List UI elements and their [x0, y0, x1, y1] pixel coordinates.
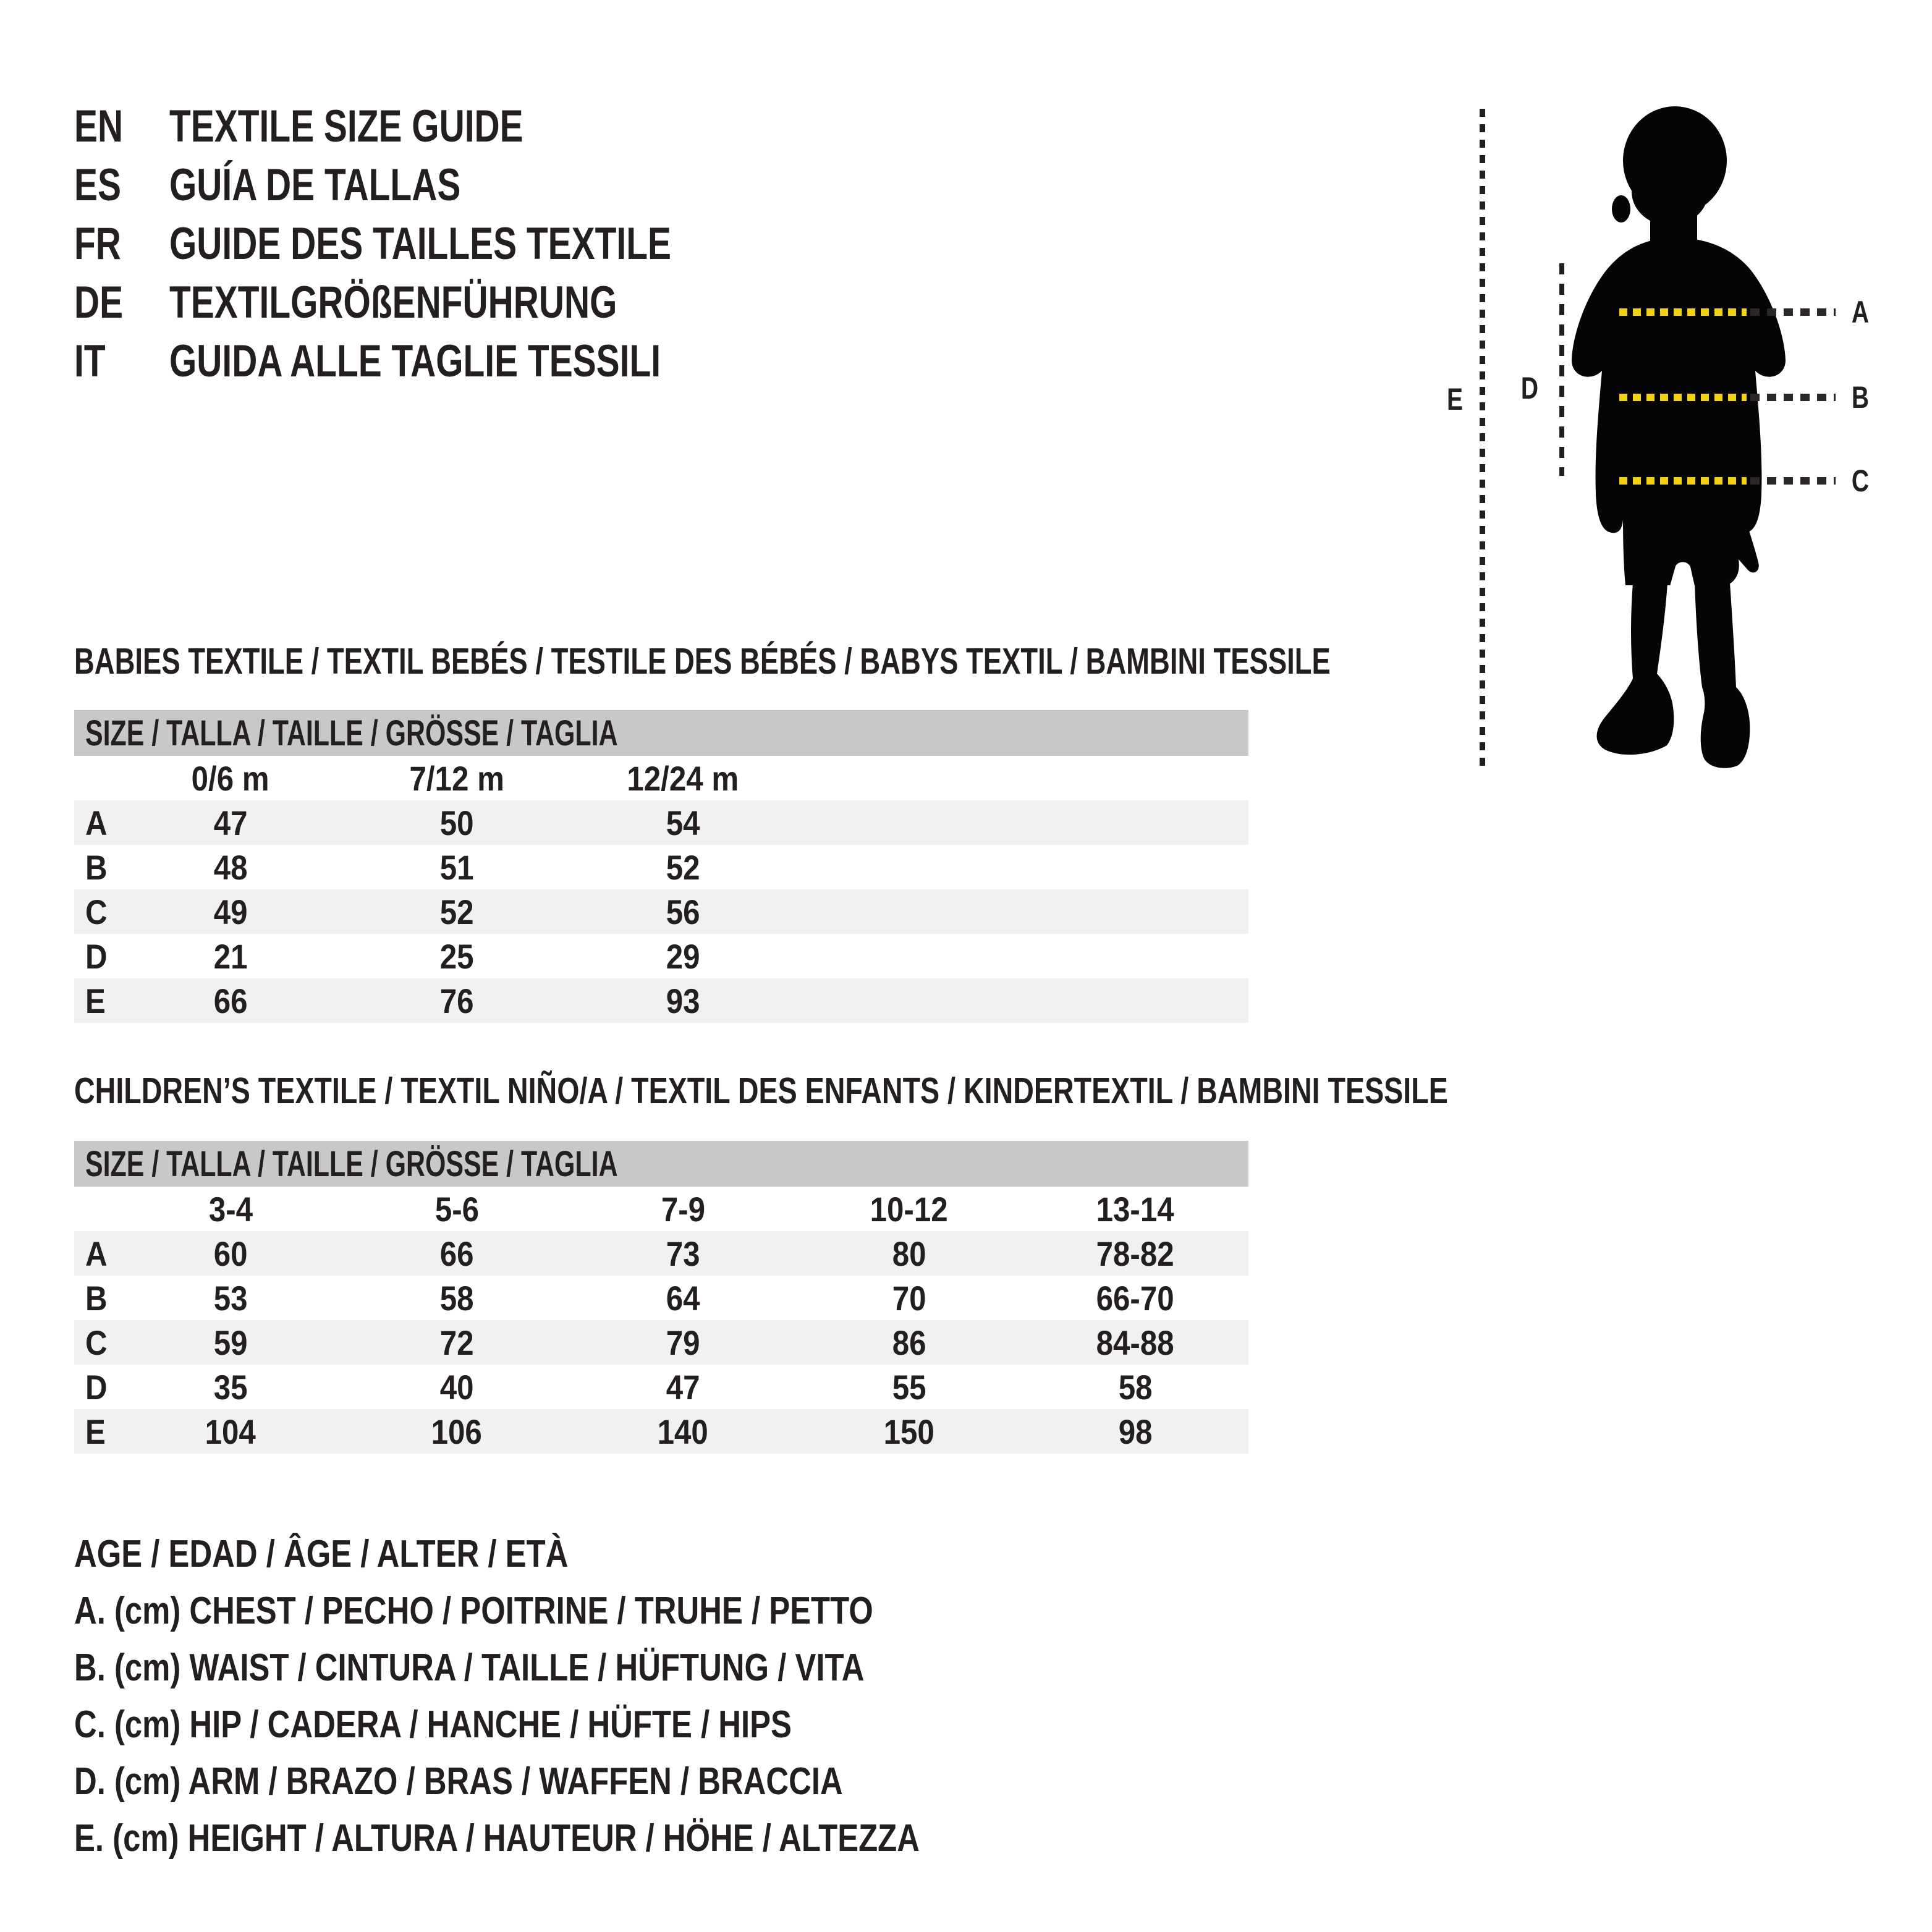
waist-dash-extension	[1750, 394, 1836, 401]
table-cell: 47	[213, 803, 248, 842]
table-cell: 66	[439, 1234, 474, 1273]
babies-size-table	[74, 756, 1248, 1023]
table-cell: 84-88	[1096, 1323, 1175, 1362]
table-cell: 64	[666, 1278, 700, 1318]
table-cell: 93	[666, 981, 700, 1020]
hip-dash-extension	[1750, 477, 1836, 485]
babies-column-header-row	[74, 756, 1248, 800]
measurement-figure	[1409, 99, 1932, 791]
table-row	[74, 1365, 1248, 1409]
legend-hip-line: C. (cm) HIP / CADERA / HANCHE / HÜFTE / HIPS	[74, 1703, 792, 1746]
language-code: EN	[74, 101, 124, 151]
chest-dash-extension	[1750, 308, 1836, 316]
language-header	[74, 97, 813, 391]
row-label: A	[85, 803, 108, 842]
hip-dash-on-body	[1619, 477, 1747, 485]
language-row-fr	[74, 214, 813, 273]
table-cell: 76	[439, 981, 474, 1020]
guide-title-de: TEXTILGRÖßENFÜHRUNG	[169, 278, 617, 328]
chest-dash-on-body	[1619, 308, 1747, 316]
table-row	[74, 1276, 1248, 1320]
table-row	[74, 934, 1248, 978]
hip-measure-label: C	[1851, 464, 1870, 498]
language-code: ES	[74, 160, 121, 210]
table-cell: 25	[439, 936, 474, 976]
table-cell: 51	[439, 847, 474, 887]
legend-age-line: AGE / EDAD / ÂGE / ALTER / ETÀ	[74, 1532, 569, 1575]
column-header: 10-12	[870, 1189, 949, 1229]
table-cell: 54	[666, 803, 700, 842]
table-cell: 80	[892, 1234, 926, 1273]
language-code: DE	[74, 278, 124, 328]
babies-section-title: BABIES TEXTILE / TEXTIL BEBÉS / TESTILE DES BÉBÉS / BABYS TEXTIL / BAMBINI TESSILE	[74, 641, 1331, 682]
row-label: E	[85, 1412, 106, 1451]
row-label: D	[85, 1367, 108, 1407]
table-cell: 72	[439, 1323, 474, 1362]
legend-chest-line: A. (cm) CHEST / PECHO / POITRINE / TRUHE / PETTO	[74, 1589, 873, 1632]
table-cell: 48	[213, 847, 248, 887]
language-code: FR	[74, 219, 121, 269]
legend-waist-line: B. (cm) WAIST / CINTURA / TAILLE / HÜFTUNG / VITA	[74, 1646, 865, 1689]
table-cell: 35	[213, 1367, 248, 1407]
babies-size-header-bar: SIZE / TALLA / TAILLE / GRÖSSE / TAGLIA	[74, 710, 1248, 756]
column-header: 12/24 m	[627, 758, 739, 798]
row-label: C	[85, 892, 108, 931]
table-cell: 66-70	[1096, 1278, 1175, 1318]
guide-title-es: GUÍA DE TALLAS	[169, 160, 461, 210]
row-label: D	[85, 936, 108, 976]
table-cell: 86	[892, 1323, 926, 1362]
row-label: A	[85, 1234, 108, 1273]
table-cell: 59	[213, 1323, 248, 1362]
table-row	[74, 845, 1248, 889]
table-cell: 50	[439, 803, 474, 842]
children-section-title: CHILDREN’S TEXTILE / TEXTIL NIÑO/A / TEXTIL DES ENFANTS / KINDERTEXTIL / BAMBINI TESSILE	[74, 1070, 1448, 1111]
guide-title-en: TEXTILE SIZE GUIDE	[169, 101, 523, 151]
table-cell: 140	[657, 1412, 709, 1451]
language-row-es	[74, 156, 813, 214]
table-cell: 55	[892, 1367, 926, 1407]
language-code: IT	[74, 336, 106, 386]
table-row	[74, 889, 1248, 934]
chest-measure-line	[1619, 295, 1932, 329]
table-cell: 52	[666, 847, 700, 887]
table-row	[74, 1320, 1248, 1365]
table-cell: 29	[666, 936, 700, 976]
column-header: 7-9	[661, 1189, 705, 1229]
table-cell: 21	[213, 936, 248, 976]
language-row-en	[74, 97, 813, 156]
table-cell: 53	[213, 1278, 248, 1318]
table-cell: 56	[666, 892, 700, 931]
table-cell: 104	[205, 1412, 256, 1451]
waist-measure-label: B	[1851, 380, 1870, 415]
table-cell: 60	[213, 1234, 248, 1273]
column-header: 5-6	[434, 1189, 479, 1229]
language-row-it	[74, 332, 813, 391]
table-row	[74, 1409, 1248, 1454]
table-cell: 150	[883, 1412, 935, 1451]
row-label: E	[85, 981, 106, 1020]
children-column-header-row	[74, 1187, 1248, 1231]
table-cell: 40	[439, 1367, 474, 1407]
language-row-de	[74, 273, 813, 332]
table-cell: 52	[439, 892, 474, 931]
table-cell: 106	[431, 1412, 483, 1451]
table-cell: 49	[213, 892, 248, 931]
column-header: 7/12 m	[409, 758, 504, 798]
table-cell: 66	[213, 981, 248, 1020]
guide-title-fr: GUIDE DES TAILLES TEXTILE	[169, 219, 671, 269]
column-header: 0/6 m	[191, 758, 270, 798]
waist-dash-on-body	[1619, 394, 1747, 401]
table-cell: 79	[666, 1323, 700, 1362]
row-label: C	[85, 1323, 108, 1362]
legend-arm-line: D. (cm) ARM / BRAZO / BRAS / WAFFEN / BRACCIA	[74, 1760, 843, 1803]
table-cell: 78-82	[1096, 1234, 1175, 1273]
table-cell: 58	[439, 1278, 474, 1318]
legend-height-line: E. (cm) HEIGHT / ALTURA / HAUTEUR / HÖHE / ALTEZZA	[74, 1816, 920, 1860]
height-measure-label: E	[1446, 382, 1464, 417]
table-row	[74, 800, 1248, 845]
chest-measure-label: A	[1851, 295, 1870, 329]
table-cell: 98	[1118, 1412, 1153, 1451]
waist-measure-line	[1619, 380, 1932, 415]
children-size-table	[74, 1187, 1248, 1454]
table-cell: 47	[666, 1367, 700, 1407]
arm-measure-label: D	[1520, 371, 1539, 405]
measurement-legend	[74, 1525, 1105, 1866]
children-size-header-bar: SIZE / TALLA / TAILLE / GRÖSSE / TAGLIA	[74, 1141, 1248, 1187]
guide-title-it: GUIDA ALLE TAGLIE TESSILI	[169, 336, 661, 386]
table-cell: 58	[1118, 1367, 1153, 1407]
table-row	[74, 978, 1248, 1023]
column-header: 3-4	[208, 1189, 253, 1229]
hip-measure-line	[1619, 464, 1932, 498]
row-label: B	[85, 1278, 108, 1318]
table-cell: 70	[892, 1278, 926, 1318]
table-row	[74, 1231, 1248, 1276]
row-label: B	[85, 847, 108, 887]
column-header: 13-14	[1096, 1189, 1175, 1229]
table-cell: 73	[666, 1234, 700, 1273]
